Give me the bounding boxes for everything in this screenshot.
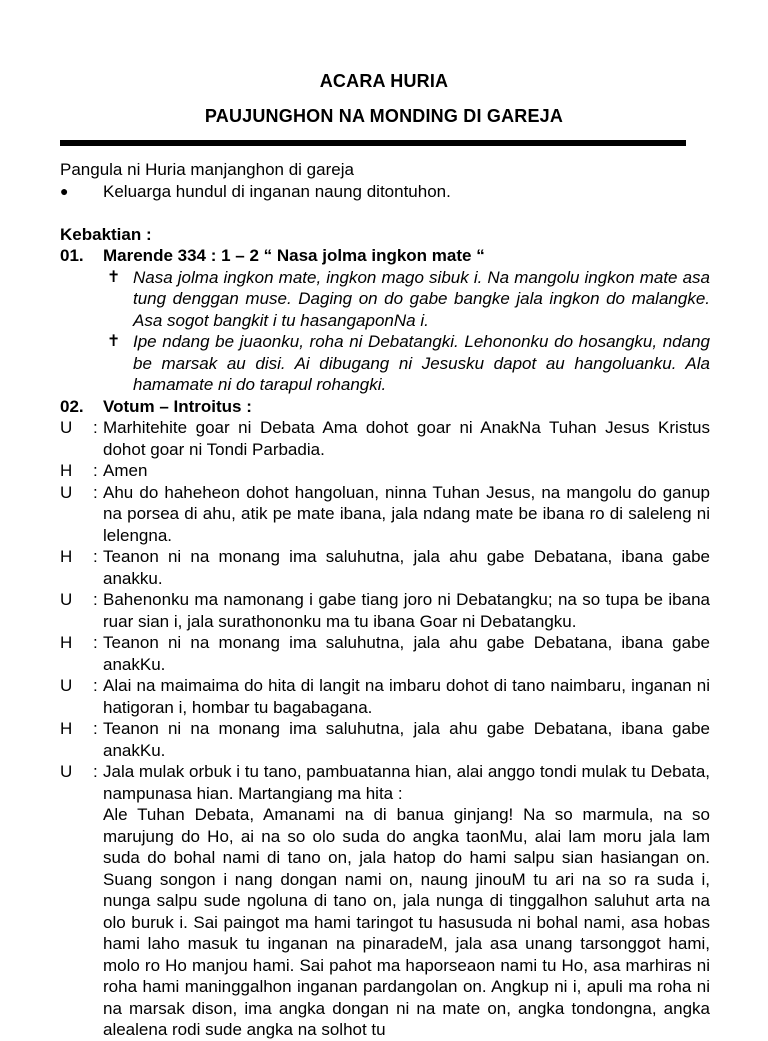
speaker-colon: :	[93, 633, 98, 652]
item-01-heading-row	[60, 245, 710, 267]
spacer	[60, 202, 710, 224]
document-title: ACARA HURIA	[319, 71, 449, 91]
cross-icon: ✝	[107, 268, 121, 286]
section-label: Kebaktian :	[60, 224, 152, 244]
liturgy-line	[60, 417, 710, 460]
document-body	[60, 159, 710, 1041]
bullet-dot-icon: ●	[60, 182, 69, 199]
liturgy-text: Teanon ni na monang ima saluhutna, jala ahu gabe Debatana, ibana gabe anakKu.	[103, 633, 710, 674]
document-subtitle: PAUJUNGHON NA MONDING DI GAREJA	[204, 106, 564, 126]
liturgy-text: Teanon ni na monang ima saluhutna, jala ahu gabe Debatana, ibana gabe anakku.	[103, 547, 710, 588]
speaker-label: H	[60, 633, 73, 652]
liturgy-line	[60, 546, 710, 589]
verse-text: Ipe ndang be juaonku, roha ni Debatangki. Lehononku do hosangku, ndang be marsak au disi. Ai dibugang ni Jesusku dapot au hangoluanku. Ala hamamate ni do tarapul rohangki.	[133, 332, 710, 394]
speaker-label: H	[60, 719, 73, 738]
liturgy-line	[60, 718, 710, 761]
speaker-colon: :	[93, 461, 98, 480]
verse-item	[60, 267, 710, 332]
speaker-colon: :	[93, 418, 98, 437]
title-divider	[60, 140, 686, 146]
intro-bullet-text: Keluarga hundul di inganan naung ditontuhon.	[103, 181, 451, 201]
speaker-label: U	[60, 482, 73, 502]
liturgy-line	[60, 761, 710, 804]
liturgy-text: Ahu do haheheon dohot hangoluan, ninna Tuhan Jesus, na mangolu do ganup na porsea di ahu, atik pe mate ibana, jala ndang mate be ibana ro di saleleng ni lelengna.	[103, 482, 710, 545]
liturgy-text: Jala mulak orbuk i tu tano, pambuatanna hian, alai anggo tondi mulak tu Debata, nampunasa hian. Martangiang ma hita :	[103, 762, 710, 803]
liturgy-line	[60, 460, 710, 482]
liturgy-line	[60, 632, 710, 675]
liturgy-text: Bahenonku ma namonang i gabe tiang joro ni Debatangku; na so tupa be ibana ruar sian i, jala surathononku ma tu ibana Goar ni Debatangku.	[103, 590, 710, 631]
liturgy-line	[60, 482, 710, 547]
speaker-label: U	[60, 418, 73, 437]
item-02-heading-row	[60, 396, 710, 418]
liturgy-line	[60, 675, 710, 718]
cross-icon: ✝	[107, 333, 121, 350]
speaker-colon: :	[93, 482, 98, 502]
verse-item	[60, 331, 710, 396]
speaker-label: U	[60, 762, 73, 781]
speaker-colon: :	[93, 547, 98, 566]
verse-text: Nasa jolma ingkon mate, ingkon mago sibuk i. Na mangolu ingkon mate asa tung denggan muse. Daging on do gabe bangke jala ingkon do malangke. Asa sogot bangkit i tu hasangaponNa i.	[133, 267, 710, 330]
liturgy-text: Marhitehite goar ni Debata Ama dohot goar ni AnakNa Tuhan Jesus Kristus dohot goar ni Tondi Parbadia.	[103, 418, 710, 459]
speaker-label: H	[60, 547, 73, 566]
liturgy-text: Teanon ni na monang ima saluhutna, jala ahu gabe Debatana, ibana gabe anakKu.	[103, 719, 710, 760]
intro-line: Pangula ni Huria manjanghon di gareja	[60, 160, 354, 179]
item-01-number: 01.	[60, 246, 84, 265]
speaker-colon: :	[93, 719, 98, 738]
speaker-label: U	[60, 676, 73, 695]
item-02-number: 02.	[60, 396, 84, 416]
prayer-text: Ale Tuhan Debata, Amanami na di banua ginjang! Na so marmula, na so marujung do Ho, ai na so olo suda do angka taonMu, alai lam moru jala lam suda do bohal nami di tano on, jala hatop do hami salpu sian hasiangan on. Suang songon i nang dongan nami on, naung jinouM tu ari na so ra suda i, nunga salpu sude ngoluna di tano on, jala nunga di tinggalhon saluhut arta na olo buruk i. Sai paingot ma hami taringot tu hasusuda ni bohal nami, asa hobas hami laho masuk tu inganan na pinaradeM, jala asa unang tarsonggot hami, molo ro Ho manjou hami. Sai pahot ma haporseaon nami tu Ho, asa marhiras ni roha hami maninggalhon inganan pardangolan on. Angkup ni i, apuli ma roha ni na marsak dison, ima angka dongan ni na mate on, angka tondongna, angka alealena rodi sude angka na solhot tu	[103, 805, 710, 1039]
liturgy-text: Alai na maimaima do hita di langit na imbaru dohot di tano naimbaru, inganan ni hatigoran i, hombar tu bagabagana.	[103, 676, 710, 717]
speaker-colon: :	[93, 676, 98, 695]
speaker-label: H	[60, 461, 73, 480]
item-02-heading: Votum – Introitus :	[103, 396, 252, 416]
liturgy-line	[60, 589, 710, 632]
speaker-label: U	[60, 590, 73, 609]
speaker-colon: :	[93, 762, 98, 781]
item-01-heading: Marende 334 : 1 – 2 “ Nasa jolma ingkon mate “	[103, 246, 485, 265]
intro-bullet-item	[60, 181, 710, 203]
speaker-colon: :	[93, 590, 98, 609]
liturgy-text: Amen	[103, 461, 148, 480]
